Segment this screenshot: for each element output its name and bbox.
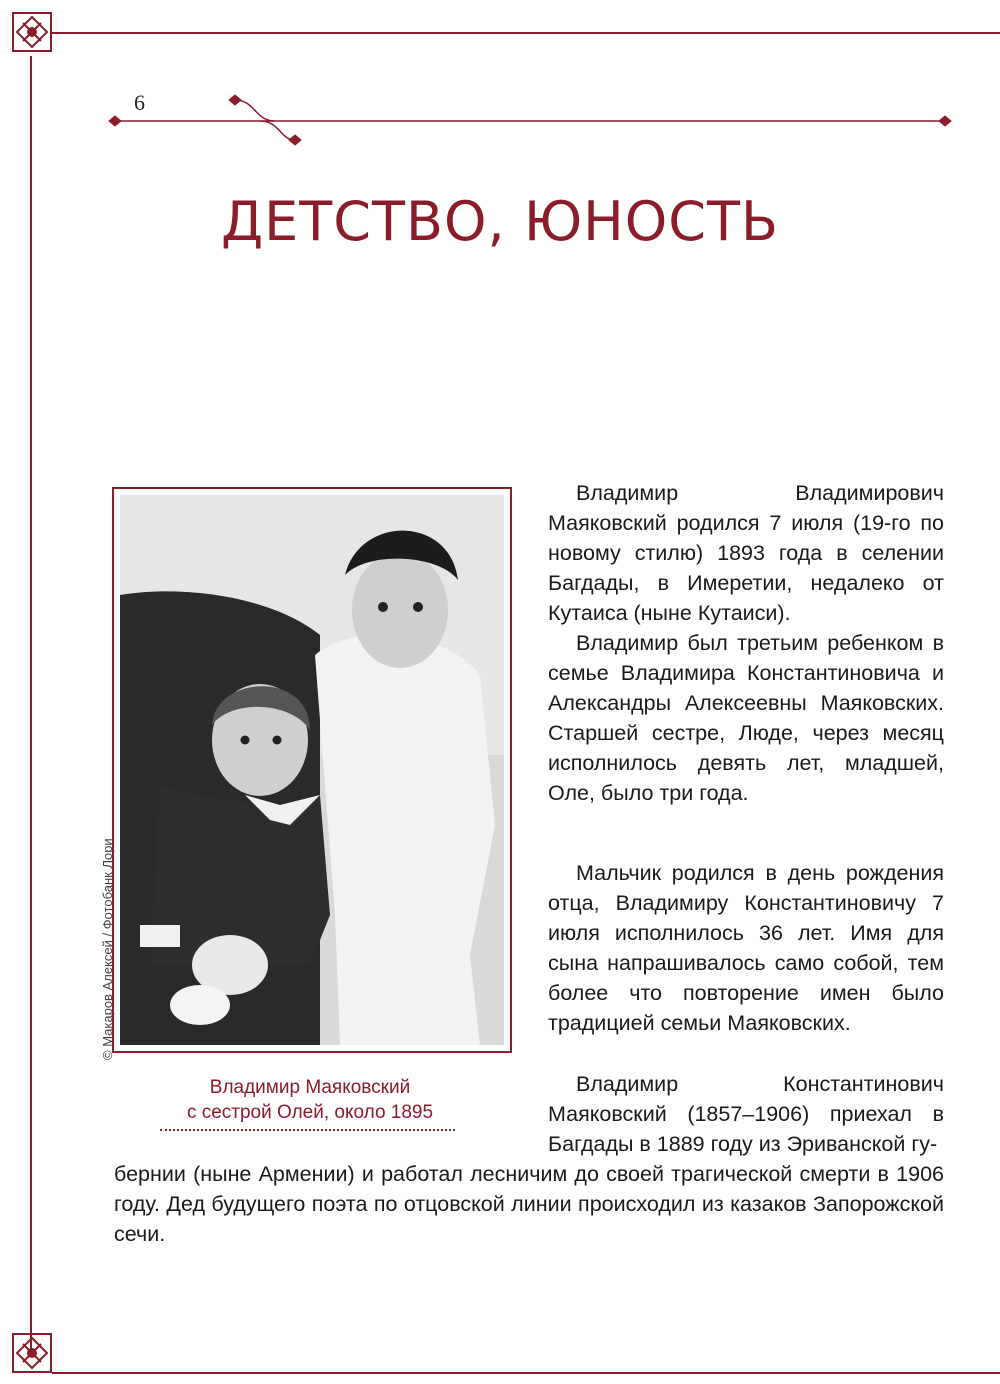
paragraph-4-continued: бернии (ныне Армении) и работал лесничим до своей трагической смерти в 1906 году. Дед будущего поэта по отцовской линии происходил из казаков Запорожской сечи. <box>114 1162 944 1246</box>
historical-photo-image <box>120 495 504 1045</box>
page-number: 6 <box>134 90 145 115</box>
paragraph-4: Владимир Константинович Маяковский (1857–1906) приехал в Багдады в 1889 году из Эриванской гу- <box>548 1072 944 1156</box>
photo-caption <box>160 1075 460 1125</box>
header-flourish-icon <box>105 88 955 158</box>
corner-ornament-bottom-icon <box>9 1330 55 1376</box>
page-title: ДЕТСТВО, ЮНОСТЬ <box>220 190 779 253</box>
frame-bottom-line <box>52 1372 1000 1374</box>
paragraph-3: Мальчик родился в день рождения отца, Владимиру Константиновичу 7 июля исполнилось 36 лет. Имя для сына напрашивалось само собой, тем более что повторение имен было традицией семьи Маяковских. <box>548 861 944 1035</box>
caption-line-1: Владимир Маяковский <box>209 1077 411 1098</box>
caption-divider <box>160 1129 455 1131</box>
paragraph-2: Владимир был третьим ребенком в семье Владимира Константиновича и Александры Алексеевны Маяковских. Старшей сестре, Люде, через месяц исполнилось девять лет, младшей, Оле, было три года. <box>548 631 944 805</box>
paragraph-1: Владимир Владимирович Маяковский родился 7 июля (19-го по новому стилю) 1893 года в селении Багдады, в Имеретии, недалеко от Кутаиса (ныне Кутаиси). <box>548 481 944 625</box>
caption-line-2: с сестрой Олей, около 1895 <box>186 1102 434 1123</box>
photo-credit: © Макаров Алексей / Фотобанк Лори <box>100 838 115 1060</box>
frame-top-line <box>52 32 1000 34</box>
photo-frame <box>112 487 512 1053</box>
corner-ornament-top-icon <box>9 9 55 55</box>
